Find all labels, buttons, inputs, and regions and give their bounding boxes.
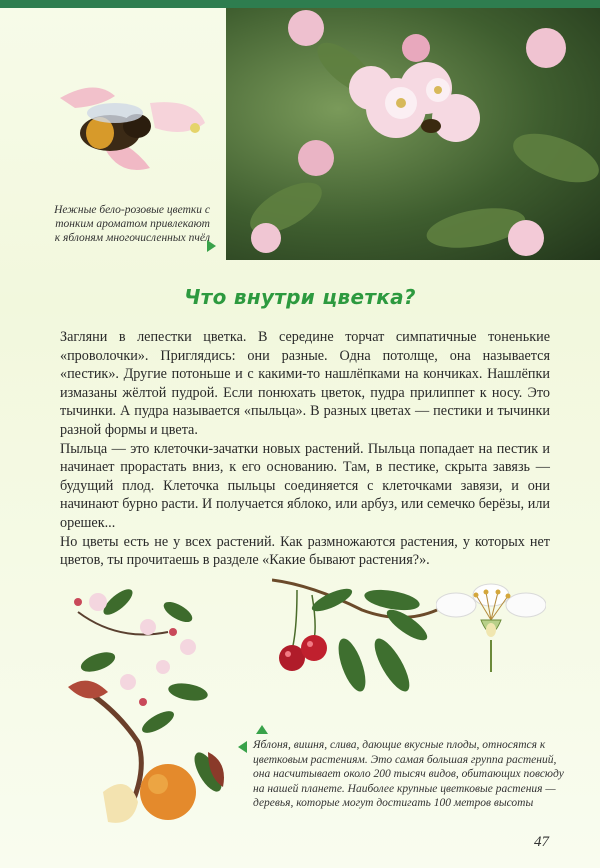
blossom-photo-art [226, 8, 600, 260]
top-band [0, 0, 600, 8]
section-title: Что внутри цветка? [184, 285, 416, 309]
apple-blossom-photo [226, 8, 600, 260]
apple-branch-illustration [58, 572, 238, 832]
flower-cutaway-illustration [436, 580, 546, 675]
flower-cutaway-art [436, 580, 546, 675]
illustration-caption: Яблоня, вишня, слива, дающие вкусные плоды, относятся к цветковым растениям. Это самая большая группа растений, она насчитывает около 200 тысяч видов, обитающих повсюду на нашей планете. Наиболее крупные цветковые растения — деревья, которые могут достигать 100 метров высоты [253, 739, 564, 809]
bee-art [55, 78, 215, 188]
bee-illustration [55, 78, 215, 188]
photo-caption: Нежные бело-розовые цветки с тонким ароматом привлекают к яблоням многочисленных пчёл [54, 204, 210, 244]
cherry-branch-art [272, 570, 442, 720]
paragraph-3: Но цветы есть не у всех растений. Как размножаются растения, у которых нет цветов, ты прочитаешь в разделе «Какие бывают растения?». [60, 533, 550, 569]
arrow-right-icon [207, 240, 216, 252]
paragraph-1: Загляни в лепестки цветка. В середине торчат симпатичные тоненькие «проволочки». Приглядись: они разные. Одна потолще, она называется «пестик». Другие потоньше и с какими-то нашлёпками на кончиках. Нашлёпки измазаны жёлтой пудрой. Если понюхать цветок, пудра прилиппет к носу. Это тычинки. А пудра называется «пыльца». В разных цветах — пестики и тычинки разной формы и цвета. [60, 329, 550, 438]
article-body [60, 328, 550, 570]
cherry-branch-illustration [272, 570, 442, 720]
arrow-up-icon [256, 725, 268, 734]
page-number: 47 [534, 834, 549, 850]
apple-branch-art [58, 572, 238, 832]
arrow-left-icon [238, 741, 247, 753]
paragraph-2: Пыльца — это клеточки-зачатки новых растений. Пыльца попадает на пестик и начинает прорастать вниз, к его основанию. Там, в пестике, скрыта завязь — будущий плод. Клеточка пыльцы соединяется с клеточками завязи, и они начинают бурно расти. И получается яблоко, или арбуз, или семечко берёзы, или орешек... [60, 440, 550, 531]
